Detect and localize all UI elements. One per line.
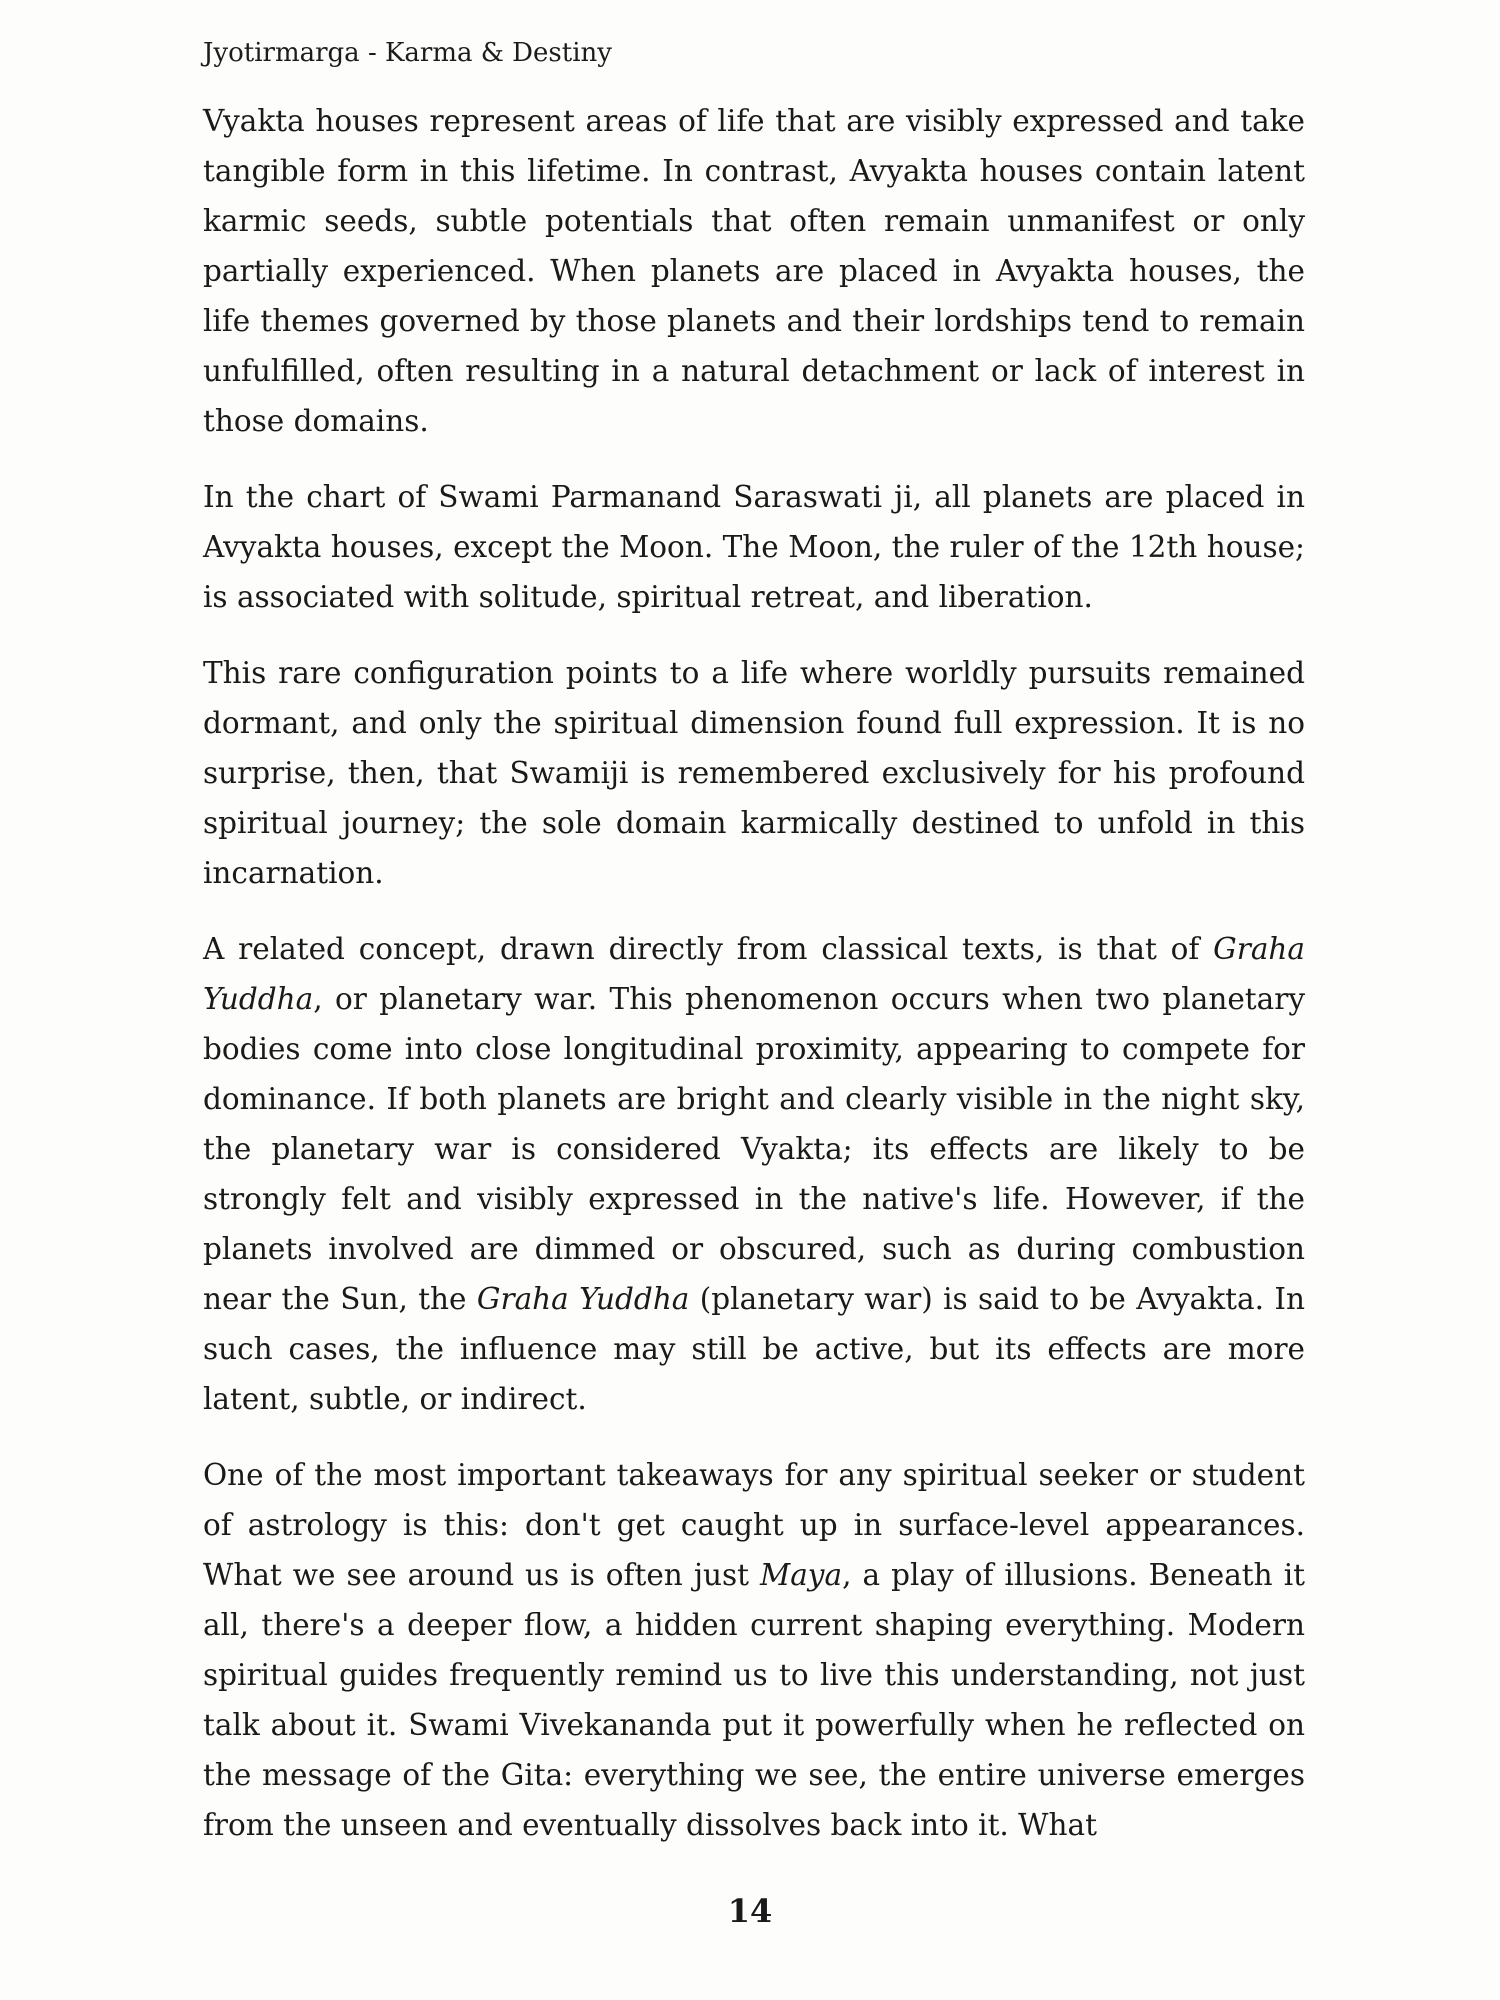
- running-header: Jyotirmarga - Karma & Destiny: [203, 38, 612, 68]
- paragraph-swami-chart: In the chart of Swami Parmanand Saraswati ji, all planets are placed in Avyakta houses, except the Moon. The Moon, the ruler of the 12th house; is associated with solitude, spiritual retreat, and liberation.: [203, 480, 1305, 614]
- paragraph-graha-yuddha: [203, 924, 1305, 1424]
- text-run: , a play of illusions. Beneath it all, there's a deeper flow, a hidden current shaping everything. Modern spiritual guides frequently remind us to live this understanding, not just talk about it. Swami Vivekananda put it powerfully when he reflected on the message of the Gita: everything we see, the entire universe emerges from the unseen and eventually dissolves back into it. What: [203, 1558, 1305, 1842]
- italic-term: Graha Yuddha: [203, 932, 1305, 1016]
- italic-term: Maya: [760, 1558, 843, 1592]
- paragraph-takeaways: [203, 1450, 1305, 1850]
- text-run: A related concept, drawn directly from classical texts, is that of: [203, 932, 1214, 966]
- paragraph-rare-configuration: This rare configuration points to a life where worldly pursuits remained dormant, and only the spiritual dimension found full expression. It is no surprise, then, that Swamiji is remembered exclusively for his profound spiritual journey; the sole domain karmically destined to unfold in this incarnation.: [203, 656, 1305, 890]
- body-text: [203, 96, 1305, 1876]
- paragraph-vyakta-houses: Vyakta houses represent areas of life that are visibly expressed and take tangible form in this lifetime. In contrast, Avyakta houses contain latent karmic seeds, subtle potentials that often remain unmanifest or only partially experienced. When planets are placed in Avyakta houses, the life themes governed by those planets and their lordships tend to remain unfulfilled, often resulting in a natural detachment or lack of interest in those domains.: [203, 104, 1305, 438]
- text-run: One of the most important takeaways for any spiritual seeker or student of astrology is this: don't get caught up in surface-level appearances. What we see around us is often just: [203, 1458, 1305, 1592]
- italic-term: Graha Yuddha: [476, 1282, 690, 1316]
- text-run: , or planetary war. This phenomenon occurs when two planetary bodies come into close longitudinal proximity, appearing to compete for dominance. If both planets are bright and clearly visible in the night sky, the planetary war is considered Vyakta; its effects are likely to be strongly felt and visibly expressed in the native's life. However, if the planets involved are dimmed or obscured, such as during combustion near the Sun, the: [203, 982, 1305, 1316]
- page-number: 14: [727, 1892, 773, 1930]
- text-run: (planetary war) is said to be Avyakta. In such cases, the influence may still be active, but its effects are more latent, subtle, or indirect.: [203, 1282, 1305, 1416]
